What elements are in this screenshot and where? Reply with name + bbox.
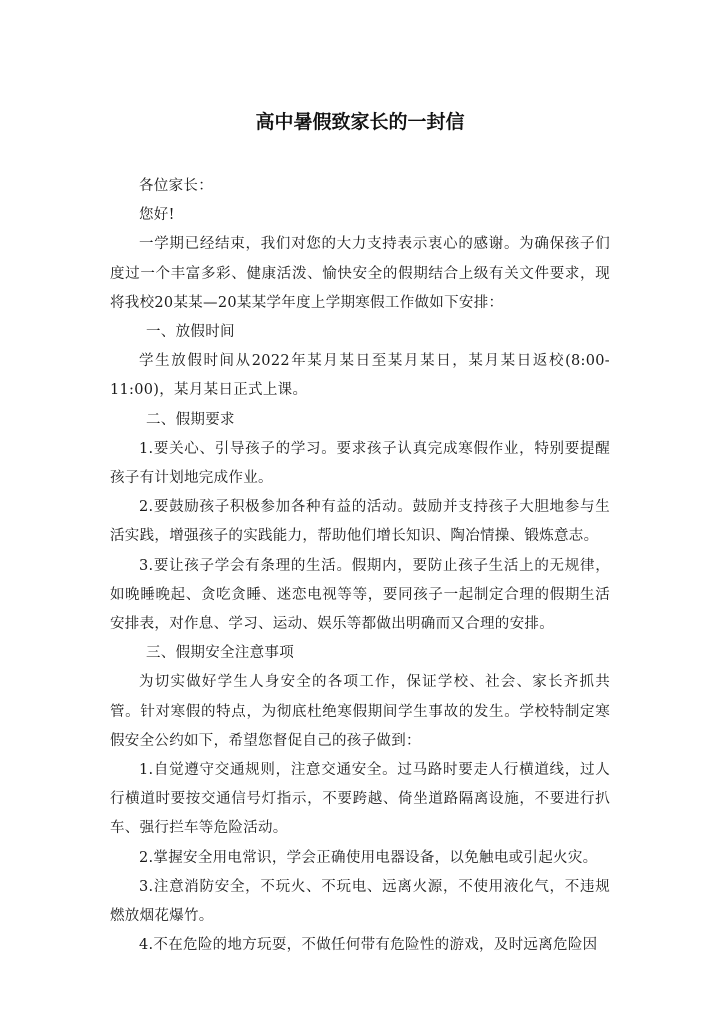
document-body	[110, 172, 610, 960]
section-3-item: 3.注意消防安全，不玩火、不玩电、远离火源，不使用液化气，不违规燃放烟花爆竹。	[110, 878, 610, 925]
intro-paragraph: 一学期已经结束，我们对您的大力支持表示衷心的感谢。为确保孩子们度过一个丰富多彩、健康活泼、愉快安全的假期结合上级有关文件要求，现将我校20某某—20某某学年度上学期寒假工作做如下安排：	[110, 236, 610, 311]
section-3-item: 2.掌握安全用电常识，学会正确使用电器设备，以免触电或引起火灾。	[139, 849, 598, 866]
section-1-paragraph: 学生放假时间从2022年某月某日至某月某日，某月某日返校(8:00-11:00)，某月某日正式上课。	[110, 353, 610, 399]
section-1-heading: 一、放假时间	[146, 324, 235, 341]
section-2-item: 3.要让孩子学会有条理的生活。假期内，要防止孩子生活上的无规律，如晚睡晚起、贪吃贪睡、迷恋电视等等，要同孩子一起制定合理的假期生活安排表，对作息、学习、运动、娱乐等都做出明确而又合理的安排。	[110, 557, 610, 633]
hello: 您好!	[139, 207, 175, 224]
section-2-item: 1.要关心、引导孩子的学习。要求孩子认真完成寒假作业，特别要提醒孩子有计划地完成作业。	[110, 440, 610, 487]
section-3-heading: 三、假期安全注意事项	[146, 645, 294, 662]
section-2-item: 2.要鼓励孩子积极参加各种有益的活动。鼓励并支持孩子大胆地参与生活实践，增强孩子的实践能力，帮助他们增长知识、陶冶情操、锻炼意志。	[110, 499, 610, 545]
document-title: 高中暑假致家长的一封信	[255, 111, 465, 133]
section-3-item: 1.自觉遵守交通规则，注意交通安全。过马路时要走人行横道线，过人行横道时要按交通信号灯指示，不要跨越、倚坐道路隔离设施，不要进行扒车、强行拦车等危险活动。	[110, 762, 610, 837]
section-3-item: 4.不在危险的地方玩耍，不做任何带有危险性的游戏，及时远离危险因	[139, 937, 598, 954]
section-2-heading: 二、假期要求	[146, 411, 235, 428]
section-3-intro: 为切实做好学生人身安全的各项工作，保证学校、社会、家长齐抓共管。针对寒假的特点，为彻底杜绝寒假期间学生事故的发生。学校特制定寒假安全公约如下，希望您督促自己的孩子做到：	[110, 674, 610, 749]
greeting: 各位家长：	[139, 178, 213, 194]
